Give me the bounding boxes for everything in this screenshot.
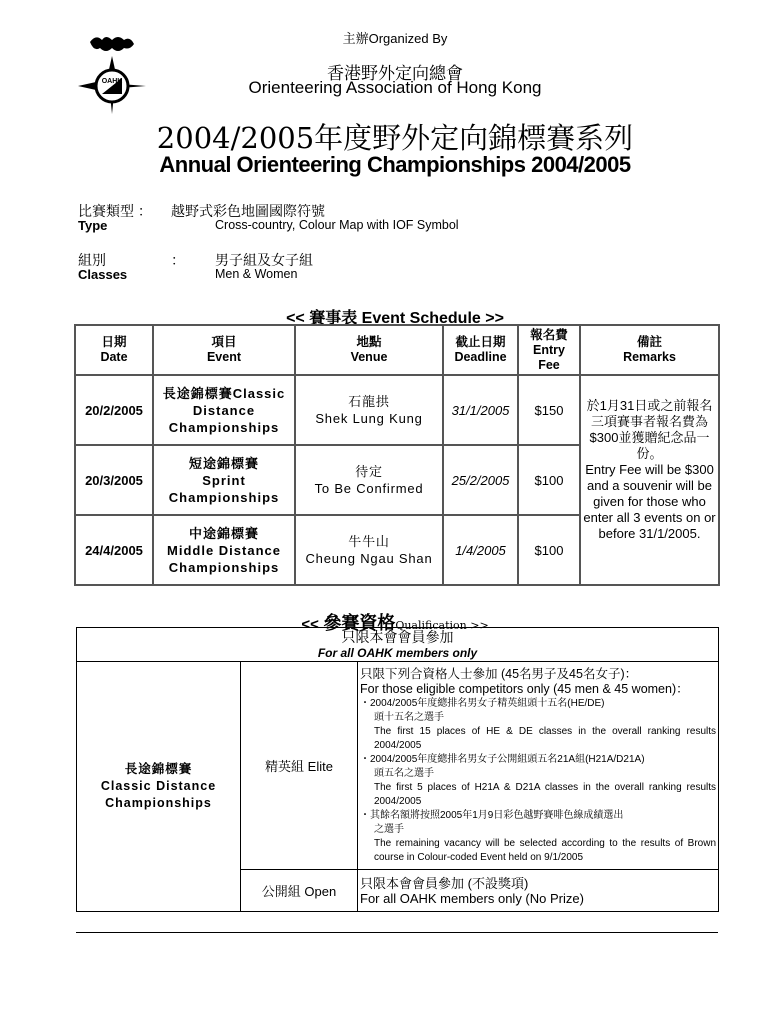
organizer-name-zh: 香港野外定向總會: [327, 64, 463, 83]
row-fee: $100: [518, 445, 580, 515]
type-label-en: Type: [78, 218, 108, 233]
type-value-zh: 越野式彩色地圖國際符號: [171, 203, 325, 219]
classes-value-zh: 男子組及女子組: [215, 252, 313, 268]
remarks-cell: [580, 375, 719, 585]
remarks-en: Entry Fee will be $300 and a souvenir will be given for those who enter all 3 events on or before 31/1/2005.: [583, 462, 716, 541]
row-date: 20/2/2005: [75, 375, 153, 445]
row-deadline: 31/1/2005: [443, 375, 518, 445]
header-deadline: 截止日期 Deadline: [443, 325, 518, 375]
organized-by: 主辦Organized By: [342, 31, 448, 46]
row-deadline: 1/4/2005: [443, 515, 518, 585]
header-date: 日期 Date: [75, 325, 153, 375]
header-remarks: 備註 Remarks: [580, 325, 719, 375]
qualification-event: 長途錦標賽 Classic Distance Championships: [77, 662, 241, 912]
classes-value-en: Men & Women: [215, 267, 298, 281]
elite-label: 精英組 Elite: [241, 662, 358, 870]
qualification-header: 只限本會會員參加 For all OAHK members only: [77, 628, 719, 662]
schedule-header-row: [75, 325, 719, 375]
classes-colon: ：: [171, 252, 185, 268]
row-venue: 牛牛山 Cheung Ngau Shan: [295, 515, 443, 585]
row-date: 20/3/2005: [75, 445, 153, 515]
type-label-zh: 比賽類型 ：: [78, 203, 152, 219]
schedule-title: << 賽事表 Event Schedule >>: [286, 310, 504, 327]
row-event: 中途錦標賽 Middle Distance Championships: [153, 515, 295, 585]
logo-text: OAHK: [101, 78, 123, 85]
table-row: [77, 662, 719, 870]
header-fee: 報名費 Entry Fee: [518, 325, 580, 375]
type-value-en: Cross-country, Colour Map with IOF Symbol: [215, 218, 459, 232]
row-fee: $100: [518, 515, 580, 585]
row-event: 長途錦標賽Classic Distance Championships: [153, 375, 295, 445]
header-event: 項目 Event: [153, 325, 295, 375]
remarks-zh: 於1月31日或之前報名三項賽事者報名費為$300並獲贈紀念品一份。: [586, 398, 713, 461]
row-fee: $150: [518, 375, 580, 445]
organizer-name-en: Orienteering Association of Hong Kong: [248, 78, 542, 97]
open-label: 公開組 Open: [241, 870, 358, 912]
page-title-zh: 2004/2005年度野外定向錦標賽系列: [156, 121, 634, 155]
oahk-logo: [76, 30, 148, 116]
elite-requirements: 只限下列合資格人士參加 (45名男子及45名女子)： For those eligible competitors only (45 men & 45 women)： ・2004/2005年度總排名男女子精英組頭十五名(HE/DE) 頭十五名之選手 The first 15 places of HE & DE classes in the overall ranking results 2004/2005 ・2004/2005年度總排名男女子公開組頭五名21A組(H21A/D21A) 頭五名之選手 The first 5 places of H21A & D21A classes in the overall ranking results 2004/2005 ・其餘名額將按照2005年1月9日彩色越野賽啡色線成績選出 之選手 The remaining vacancy will be selected according to the results of Brown course in Colour-coded Event held on 9/1/2005: [358, 662, 719, 870]
qualification-title: << 參賽資格Qualification >>: [301, 613, 489, 633]
open-requirements: 只限本會會員參加 (不設獎項) For all OAHK members only (No Prize): [358, 870, 719, 912]
row-venue: 待定 To Be Confirmed: [295, 445, 443, 515]
schedule-table: [74, 324, 720, 586]
classes-label-en: Classes: [78, 267, 128, 282]
header-venue: 地點 Venue: [295, 325, 443, 375]
qualification-header-row: [77, 628, 719, 662]
row-deadline: 25/2/2005: [443, 445, 518, 515]
row-venue: 石龍拱 Shek Lung Kung: [295, 375, 443, 445]
row-event: 短途錦標賽 Sprint Championships: [153, 445, 295, 515]
table-row: [75, 375, 719, 445]
classes-label-zh: 組別: [78, 252, 106, 268]
page-title-en: Annual Orienteering Championships 2004/2005: [159, 152, 631, 177]
qualification-table: [76, 627, 719, 912]
row-date: 24/4/2005: [75, 515, 153, 585]
bottom-divider: [76, 932, 718, 933]
